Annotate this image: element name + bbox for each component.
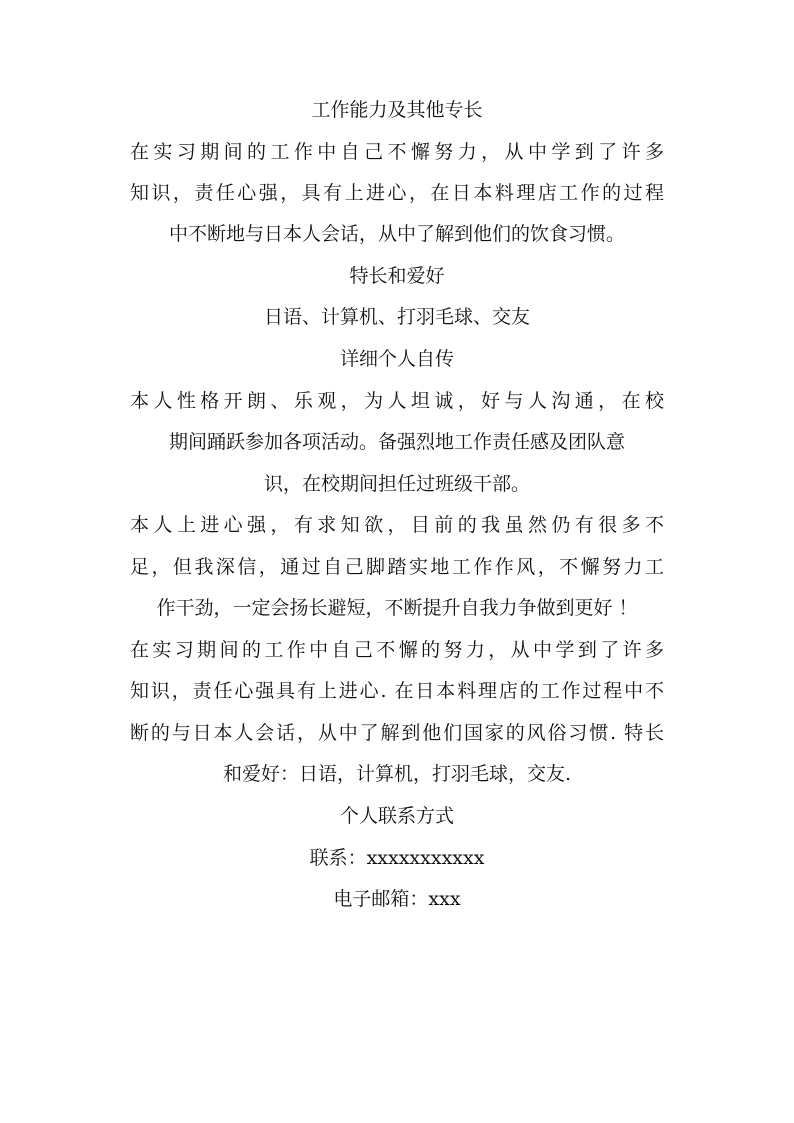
- autobiography-p3-line-3: 断的与日本人会话，从中了解到他们国家的风俗习惯. 特长: [130, 722, 664, 744]
- work-ability-line-2: 知识，责任心强，具有上进心，在日本料理店工作的过程: [130, 182, 664, 204]
- work-ability-line-1: 在实习期间的工作中自己不懈努力，从中学到了许多: [130, 141, 664, 163]
- heading-autobiography: 详细个人自传: [339, 348, 454, 370]
- autobiography-p1-line-2: 期间踊跃参加各项活动。备强烈地工作责任感及团队意: [168, 431, 625, 453]
- autobiography-p2-line-3: 作干劲，一定会扬长避短，不断提升自我力争做到更好 ！: [156, 597, 638, 619]
- contact-email: 电子邮箱：xxx: [333, 888, 461, 910]
- contact-phone: 联系：xxxxxxxxxxx: [309, 847, 485, 869]
- heading-contact: 个人联系方式: [339, 805, 454, 827]
- heading-hobbies: 特长和爱好: [349, 265, 445, 287]
- autobiography-p2-line-1: 本人上进心强，有求知欲，目前的我虽然仍有很多不: [130, 514, 664, 536]
- autobiography-p3-line-1: 在实习期间的工作中自己不懈的努力，从中学到了许多: [130, 639, 664, 661]
- autobiography-p1-line-3: 识，在校期间担任过班级干部。: [263, 473, 530, 495]
- hobbies-line: 日语、计算机、打羽毛球、交友: [263, 306, 530, 328]
- autobiography-p1-line-1: 本人性格开朗、乐观，为人坦诚，好与人沟通，在校: [130, 390, 664, 412]
- autobiography-p3-line-4: 和爱好：日语，计算机，打羽毛球，交友.: [222, 763, 572, 785]
- autobiography-p3-line-2: 知识，责任心强具有上进心. 在日本料理店的工作过程中不: [130, 680, 664, 702]
- heading-work-ability: 工作能力及其他专长: [311, 99, 483, 121]
- work-ability-line-3: 中不断地与日本人会话，从中了解到他们的饮食习惯。: [168, 223, 625, 245]
- autobiography-p2-line-2: 足，但我深信，通过自己脚踏实地工作作风，不懈努力工: [130, 556, 664, 578]
